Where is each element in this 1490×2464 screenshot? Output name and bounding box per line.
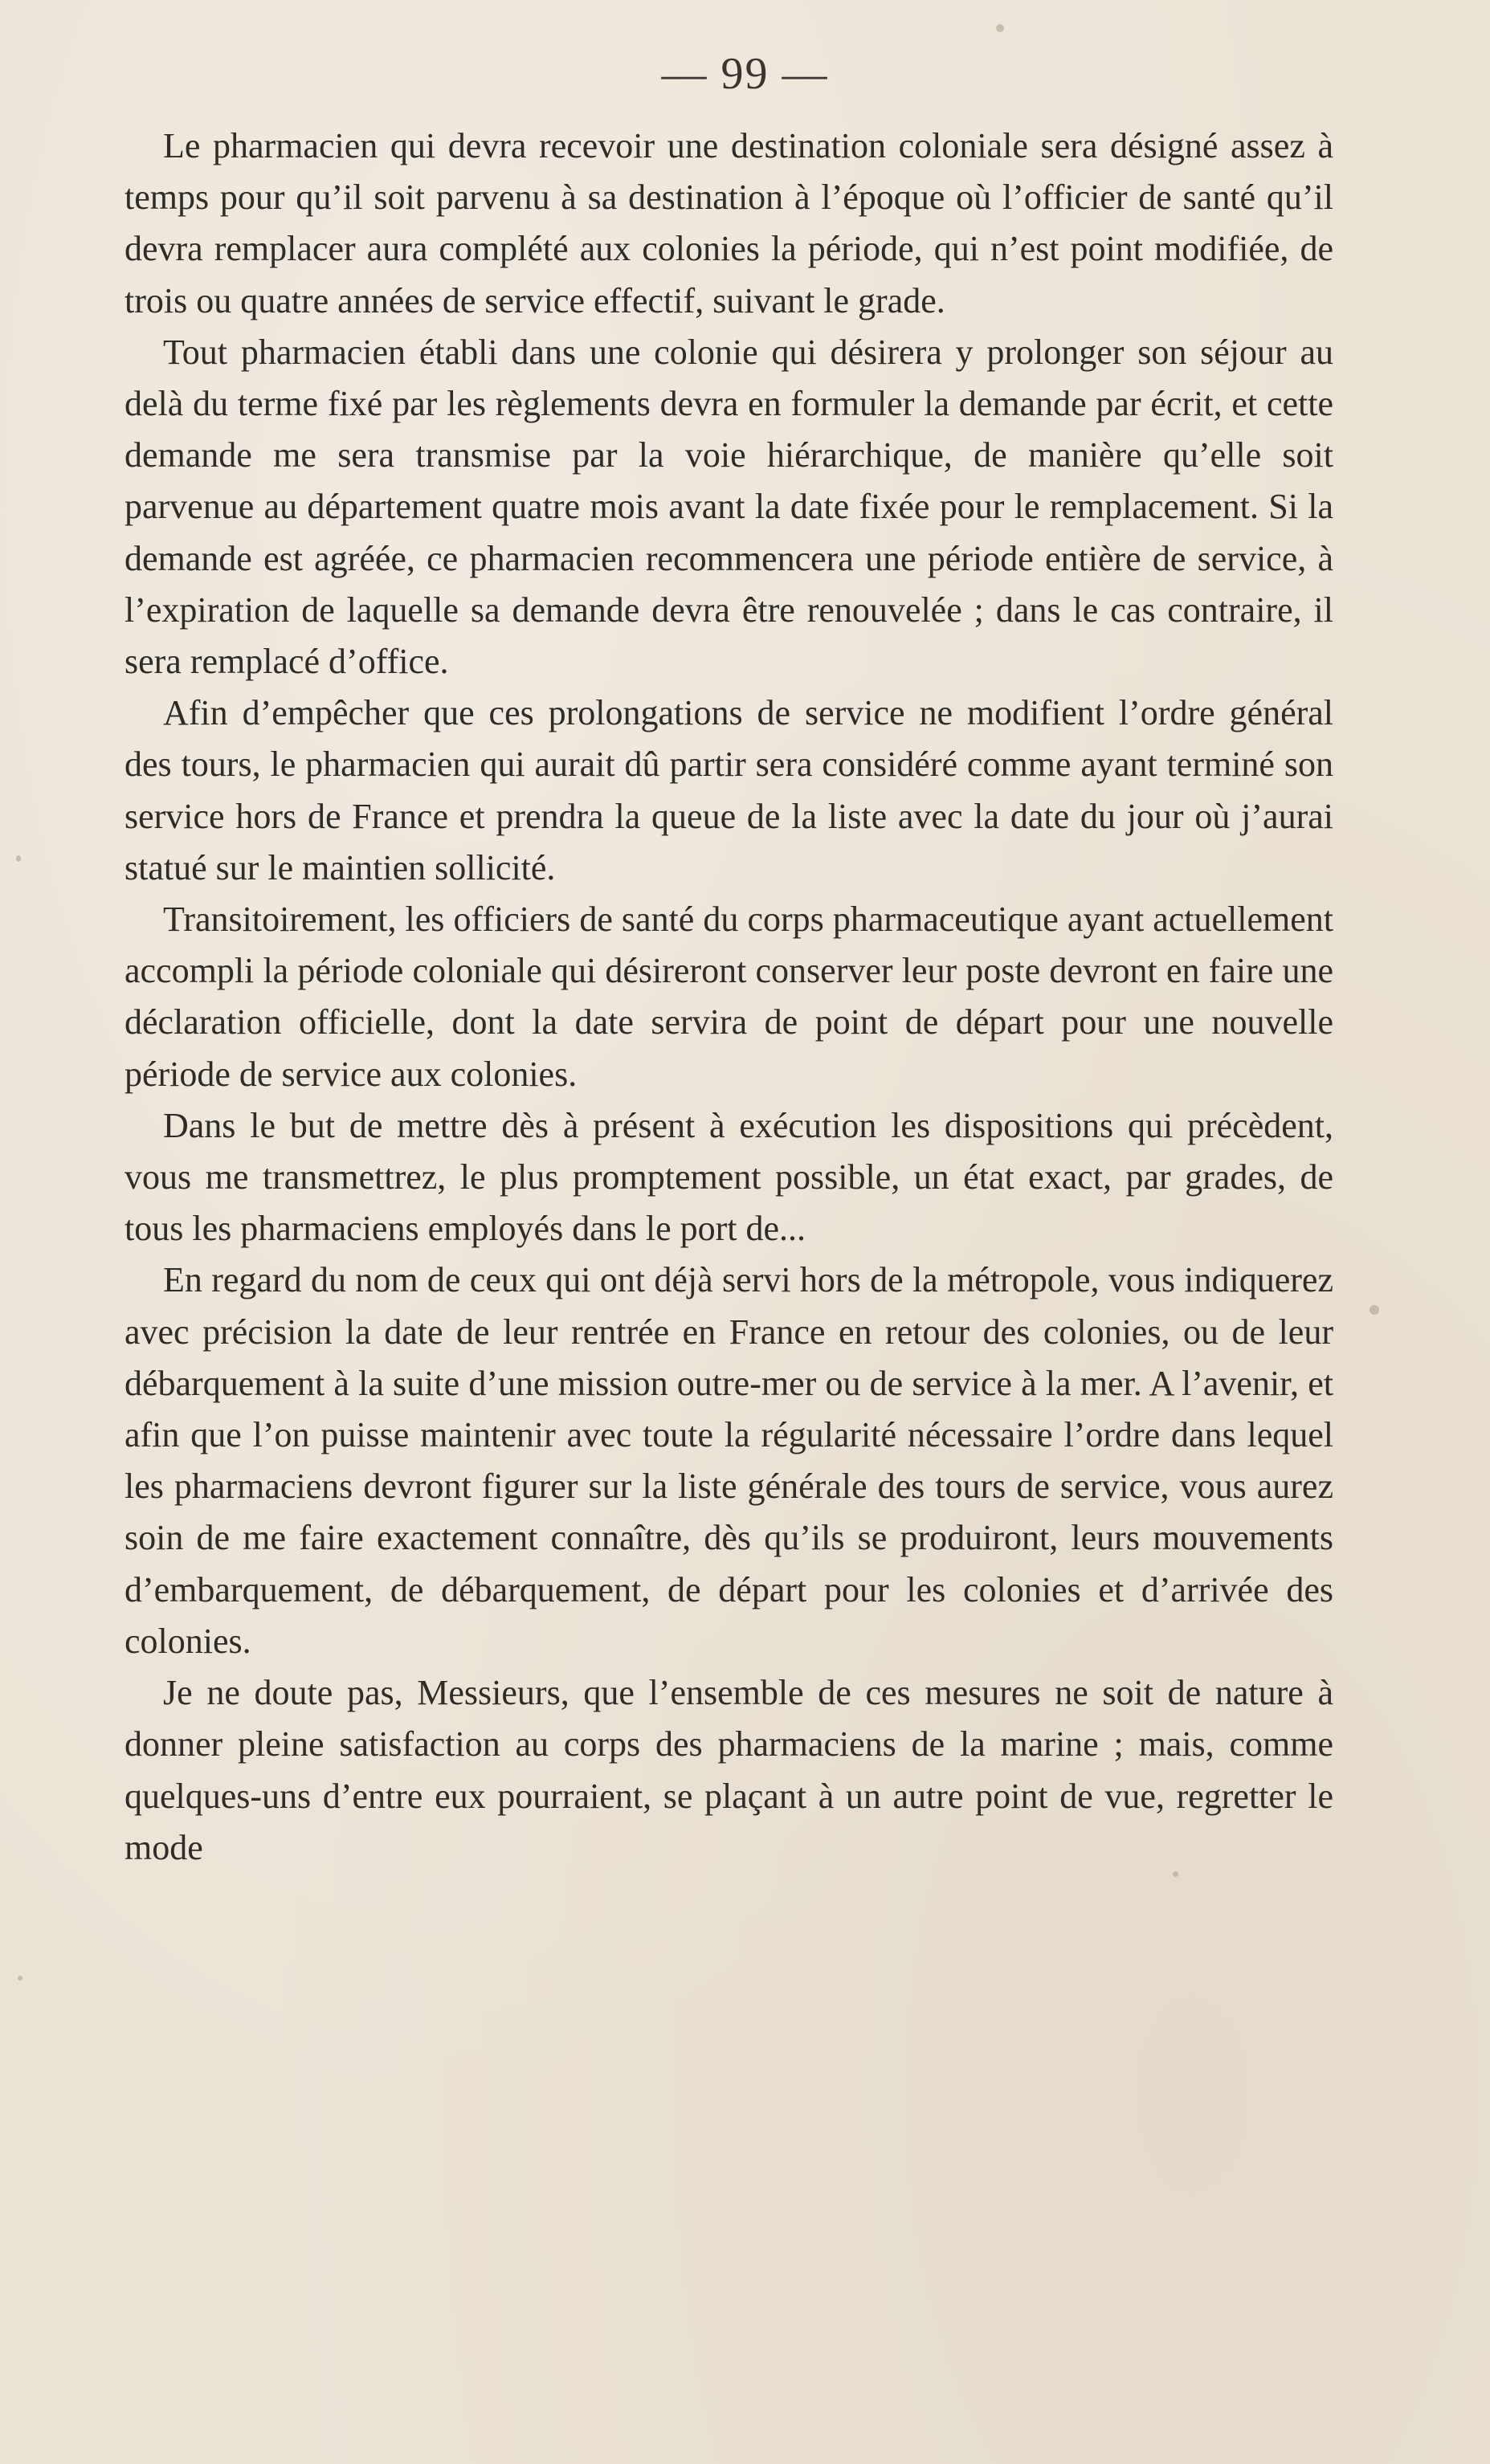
paragraph: Le pharmacien qui devra recevoir une destination coloniale sera désigné assez à temps pour qu’il soit parvenu à sa destination à l’époque où l’officier de santé qu’il devra remplacer aura complété aux colonies la période, qui n’est point modifiée, de trois ou quatre années de service effectif, suivant le grade. <box>125 126 1333 320</box>
body-text <box>125 120 1333 1874</box>
paper-speck <box>1173 1871 1178 1877</box>
paragraph: Tout pharmacien établi dans une colonie qui désirera y prolonger son séjour au delà du terme fixé par les règlements devra en formuler la demande par écrit, et cette demande me sera transmise par la voie hiérarchique, de manière qu’elle soit parvenue au département quatre mois avant la date fixée pour le remplacement. Si la demande est agréée, ce pharmacien recommencera une période entière de service, à l’expiration de laquelle sa demande devra être renouvelée ; dans le cas contraire, il sera remplacé d’office. <box>125 332 1333 682</box>
paper-speck <box>18 1976 22 1981</box>
paper-speck <box>996 24 1004 32</box>
paragraph: Je ne doute pas, Messieurs, que l’ensemble de ces mesures ne soit de nature à donner pleine satisfaction au corps des pharmaciens de la marine ; mais, comme quelques-uns d’entre eux pourraient, se plaçant à un autre point de vue, regretter le mode <box>125 1673 1333 1867</box>
paragraph: Afin d’empêcher que ces prolongations de service ne modifient l’ordre général des tours, le pharmacien qui aurait dû partir sera considéré comme ayant terminé son service hors de France et prendra la queue de la liste avec la date du jour où j’aurai statué sur le maintien sollicité. <box>125 693 1333 887</box>
paragraph: Transitoirement, les officiers de santé du corps pharmaceutique ayant actuellement accompli la période coloniale qui désireront conserver leur poste devront en faire une déclaration officielle, dont la date servira de point de départ pour une nouvelle période de service aux colonies. <box>125 900 1333 1094</box>
paragraph: Dans le but de mettre dès à présent à exécution les dispositions qui précèdent, vous me transmettrez, le plus promptement possible, un état exact, par grades, de tous les pharmaciens employés dans le port de... <box>125 1105 1333 1249</box>
paper-speck <box>1370 1305 1379 1315</box>
page-number: — 99 — <box>661 49 829 99</box>
paper-speck <box>16 855 21 862</box>
paragraph: En regard du nom de ceux qui ont déjà servi hors de la métropole, vous indiquerez avec précision la date de leur rentrée en France en retour des colonies, ou de leur débarquement à la suite d’une mission outre-mer ou de service à la mer. A l’avenir, et afin que l’on puisse maintenir avec toute la régularité nécessaire l’ordre dans lequel les pharmaciens devront figurer sur la liste générale des tours de service, vous aurez soin de me faire exactement connaître, dès qu’ils se produiront, leurs mouvements d’embarquement, de débarquement, de départ pour les colonies et d’arrivée des colonies. <box>125 1260 1333 1661</box>
